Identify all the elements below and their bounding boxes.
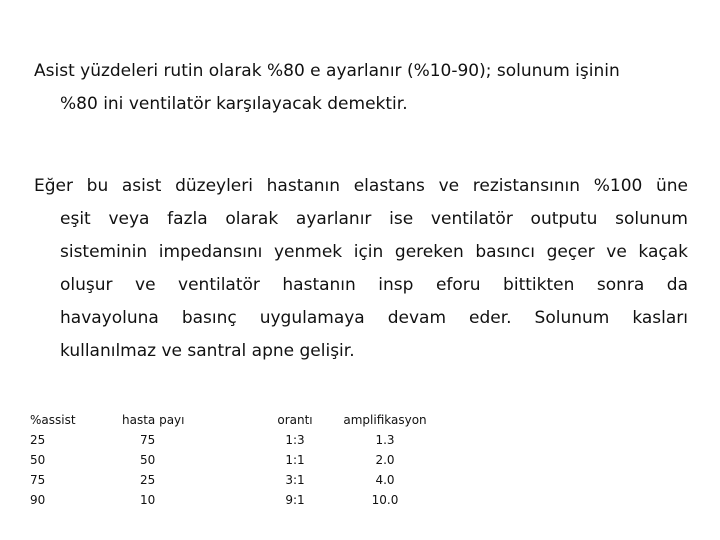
table-row bbox=[30, 430, 440, 450]
paragraph2-line3: sisteminin impedansını yenmek için gereken basıncı geçer ve kaçak bbox=[60, 242, 688, 262]
cell-patient-share: 10 bbox=[140, 493, 156, 507]
header-assist: %assist bbox=[30, 413, 76, 427]
paragraph2-line2: eşit veya fazla olarak ayarlanır ise ventilatör outputu solunum bbox=[60, 209, 688, 229]
header-patient-share: hasta payı bbox=[122, 413, 185, 427]
paragraph2-line5: havayoluna basınç uygulamaya devam eder. Solunum kasları bbox=[60, 308, 688, 328]
cell-assist: 90 bbox=[30, 493, 46, 507]
paragraph2-line4: oluşur ve ventilatör hastanın insp eforu bittikten sonra da bbox=[60, 275, 688, 295]
cell-amplification: 2.0 bbox=[375, 453, 395, 467]
cell-ratio: 1:1 bbox=[285, 453, 305, 467]
paragraph1-line1: Asist yüzdeleri rutin olarak %80 e ayarlanır (%10-90); solunum işinin bbox=[34, 61, 620, 81]
cell-assist: 25 bbox=[30, 433, 46, 447]
cell-ratio: 9:1 bbox=[285, 493, 305, 507]
cell-ratio: 1:3 bbox=[285, 433, 305, 447]
cell-assist: 50 bbox=[30, 453, 46, 467]
cell-patient-share: 25 bbox=[140, 473, 156, 487]
cell-patient-share: 75 bbox=[140, 433, 156, 447]
cell-amplification: 1.3 bbox=[375, 433, 395, 447]
table-row bbox=[30, 490, 440, 510]
cell-amplification: 4.0 bbox=[375, 473, 395, 487]
paragraph1-line2: %80 ini ventilatör karşılayacak demektir. bbox=[60, 94, 408, 114]
paragraph2-line1: Eğer bu asist düzeyleri hastanın elastans ve rezistansının %100 üne bbox=[34, 176, 688, 196]
paragraph2-line6: kullanılmaz ve santral apne gelişir. bbox=[60, 341, 355, 361]
paragraph-assist-percent bbox=[34, 55, 684, 121]
cell-amplification: 10.0 bbox=[371, 493, 399, 507]
assist-table bbox=[30, 410, 440, 510]
header-amplification: amplifikasyon bbox=[343, 413, 427, 427]
cell-assist: 75 bbox=[30, 473, 46, 487]
cell-patient-share: 50 bbox=[140, 453, 156, 467]
paragraph-assist-levels bbox=[34, 170, 688, 368]
cell-ratio: 3:1 bbox=[285, 473, 305, 487]
table-header-row bbox=[30, 410, 440, 430]
table-row bbox=[30, 470, 440, 490]
table-row bbox=[30, 450, 440, 470]
header-ratio: orantı bbox=[277, 413, 313, 427]
